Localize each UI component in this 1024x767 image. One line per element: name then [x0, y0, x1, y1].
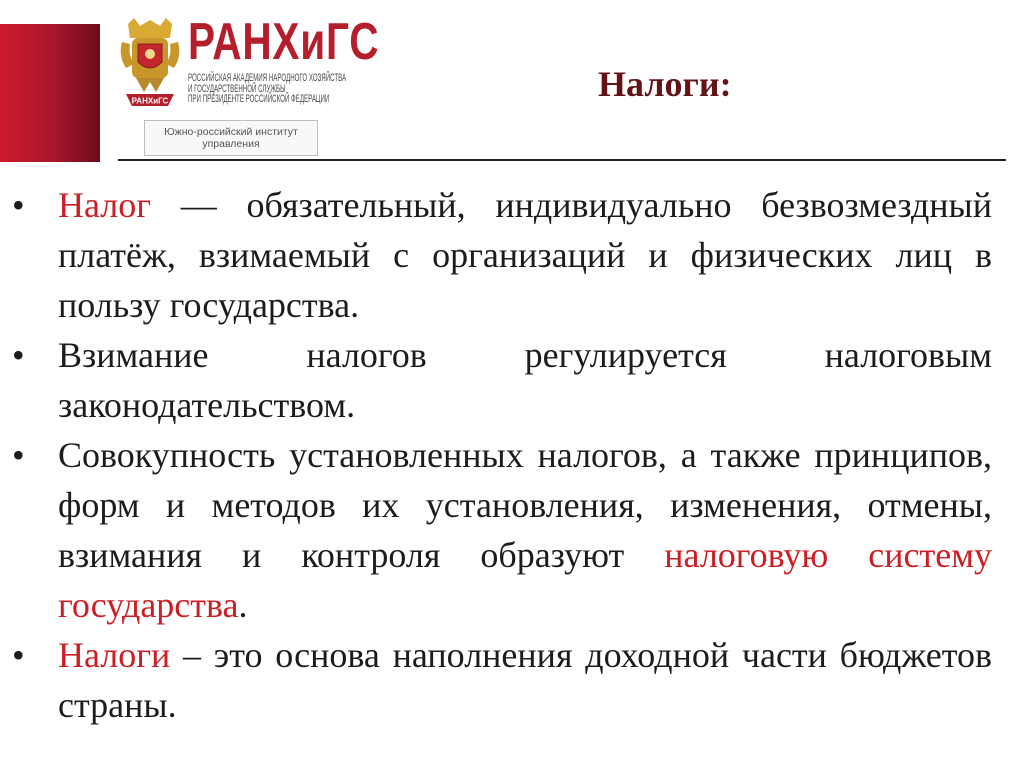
list-item — [8, 180, 992, 330]
bullet-text: Взимание налогов регулируется налоговым законодательством. — [58, 335, 992, 425]
red-accent-bar — [0, 24, 100, 162]
institute-label-line: Южно-российский институт — [164, 126, 298, 138]
term-highlight: Налог — [58, 185, 152, 225]
bullet-dot: • — [12, 335, 25, 375]
bullet-text: — обязательный, индивидуально безвозмездный платёж, взимаемый с организаций и физических лиц в пользу государства. — [58, 185, 992, 325]
list-item — [8, 330, 992, 430]
bullet-dot: • — [12, 185, 25, 225]
bullet-list — [8, 180, 992, 730]
bullet-text-tail: . — [238, 585, 248, 625]
bullet-dot: • — [12, 435, 25, 475]
institute-label-line: управления — [202, 138, 260, 150]
brand-subtitle-line: И ГОСУДАРСТВЕННОЙ СЛУЖБЫ — [188, 82, 286, 95]
list-item — [8, 630, 992, 730]
brand-subtitle — [188, 73, 356, 105]
title-divider — [118, 159, 1006, 161]
bullet-dot: • — [12, 635, 25, 675]
bullet-text: – это основа наполнения доходной части бюджетов страны. — [58, 635, 992, 725]
institute-label — [144, 120, 318, 156]
brand-name: РАНХиГС — [188, 13, 380, 71]
brand-subtitle-line: РОССИЙСКАЯ АКАДЕМИЯ НАРОДНОГО ХОЗЯЙСТВА — [188, 72, 347, 84]
slide-title: Налоги: — [598, 64, 732, 104]
double-headed-eagle-emblem-icon — [118, 16, 182, 114]
brand-subtitle-line: ПРИ ПРЕЗИДЕНТЕ РОССИЙСКОЙ ФЕДЕРАЦИИ — [188, 93, 330, 105]
term-highlight: налоговую систему государства — [58, 535, 992, 625]
emblem-ribbon-text: РАНХиГС — [131, 96, 169, 106]
ranepa-logo — [118, 12, 380, 160]
bullet-text: Совокупность установленных налогов, а также принципов, форм и методов их установления, изменения, отмены, взимания и контроля образуют — [58, 435, 992, 575]
term-highlight: Налоги — [58, 635, 171, 675]
list-item — [8, 430, 992, 630]
